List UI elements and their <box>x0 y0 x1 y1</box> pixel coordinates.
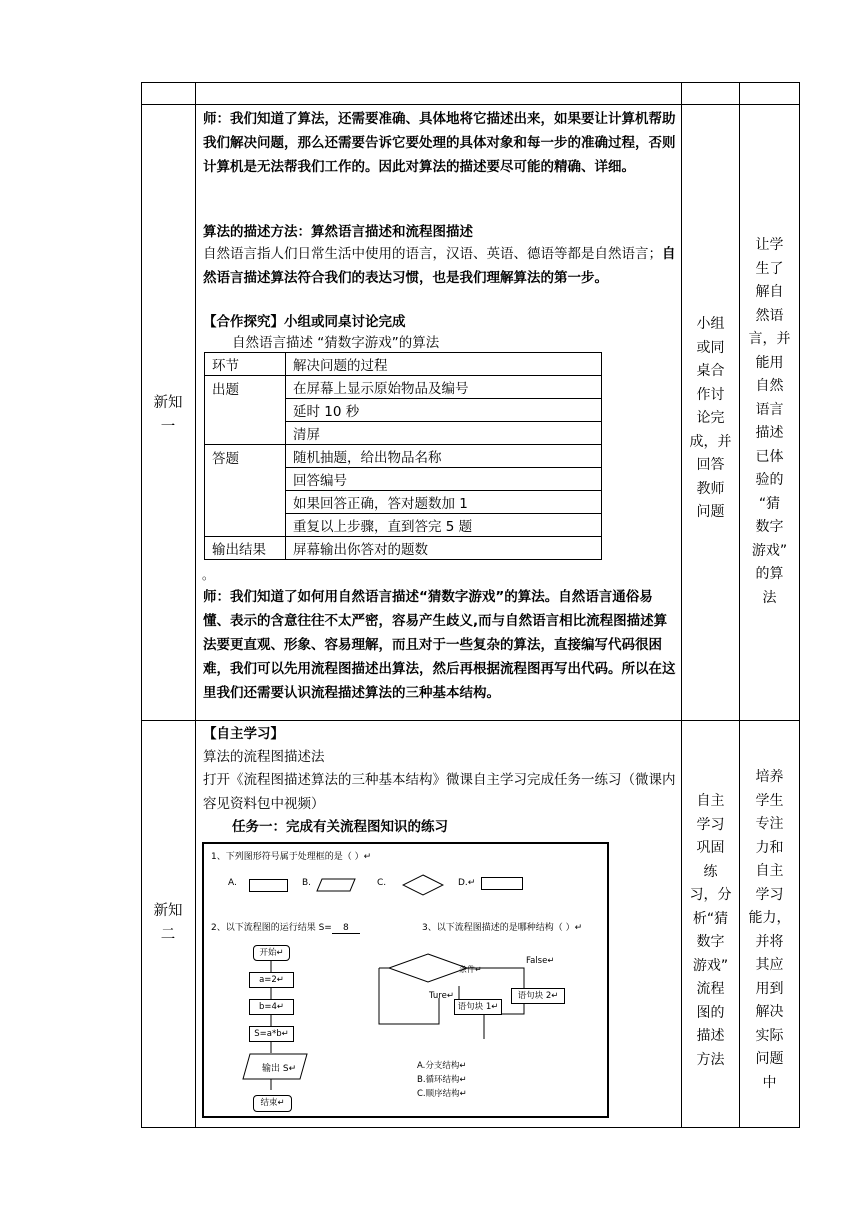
stray-mark: 。 <box>202 568 215 582</box>
option-d-label: D.↵ <box>458 878 476 888</box>
answer-a: A.分支结构↵ <box>417 1061 467 1071</box>
stage-cell: 答题 <box>205 445 286 537</box>
step-cell: 重复以上步骤，直到答完 5 题 <box>286 514 602 537</box>
section1-design-intent: 让学 生了 解自 然语 言，并 能用 自然 语言 描述 已体 验的 “猜 数字 游戏” 的算 法 <box>748 237 791 606</box>
table-header-row <box>205 353 602 376</box>
step-cell: 回答编号 <box>286 468 602 491</box>
step-cell: 随机抽题，给出物品名称 <box>286 445 602 468</box>
flow-step: a=2↵ <box>249 972 294 988</box>
question-1: 1、下列图形符号属于处理框的是（ ）↵ <box>211 852 372 862</box>
answer-c: C.顺序结构↵ <box>417 1089 467 1099</box>
natural-language-paragraph <box>203 242 678 290</box>
section2-design-intent: 培养 学生 专注 力和 自主 学习 能力， 并将 其应 用到 解决 实际 问题 中 <box>748 769 791 1091</box>
algorithm-table <box>204 352 602 560</box>
block-2: 语句块 2↵ <box>511 988 565 1004</box>
step-cell: 屏幕输出你答对的题数 <box>286 537 602 560</box>
table-row <box>205 376 602 399</box>
false-label: False↵ <box>526 956 555 966</box>
flow-step: b=4↵ <box>249 999 294 1015</box>
section1-student-activity: 小组 或同 桌合 作讨 论完 成，并 回答 教师 问题 <box>689 316 732 520</box>
task-title: 任务一：完成有关流程图知识的练习 <box>232 819 448 835</box>
col-line-2 <box>195 82 196 1128</box>
question-2: 2、以下流程图的运行结果 S= 8 <box>211 920 360 934</box>
coop-heading: 【合作探究】小组或同桌讨论完成 <box>203 314 406 330</box>
teacher-summary: 师：我们知道了如何用自然语言描述“猜数字游戏”的算法。自然语言通俗易懂、表示的含意往往不太严密，容易产生歧义,而与自然语言相比流程图描述算法要更直观、形象、容易理解，而且对于一些复杂的算法，直接编写代码很困难，我们可以先用流程图描述出算法，然后再根据流程图再写出代码。所以在这里我们还需要认识流程描述算法的三种基本结构。 <box>203 589 676 701</box>
section2-line2: 打开《流程图描述算法的三种基本结构》微课自主学习完成任务一练习（微课内容见资料包中视频） <box>203 772 676 812</box>
option-b-label: B. <box>302 878 312 888</box>
section2-label: 新知 二 <box>153 903 183 943</box>
stage-cell: 出题 <box>205 376 286 445</box>
answer-b: B.循环结构↵ <box>417 1075 467 1085</box>
step-cell: 延时 10 秒 <box>286 399 602 422</box>
col-line-5 <box>799 82 800 1128</box>
block-1: 语句块 1↵ <box>454 999 502 1015</box>
section2-line1: 算法的流程图描述法 <box>203 749 325 765</box>
section2-heading: 【自主学习】 <box>203 726 284 742</box>
step-cell: 在屏幕上显示原始物品及编号 <box>286 376 602 399</box>
flow-step: S=a*b↵ <box>249 1026 294 1042</box>
step-cell: 如果回答正确，答对题数加 1 <box>286 491 602 514</box>
table-row <box>205 445 602 468</box>
table-header-process: 解决问题的过程 <box>286 353 602 376</box>
step-cell: 清屏 <box>286 422 602 445</box>
methods-title: 算法的描述方法：算然语言描述和流程图描述 <box>203 224 473 240</box>
exercise-image <box>202 842 609 1118</box>
option-a-label: A. <box>228 878 237 888</box>
section2-student-activity: 自主 学习 巩固 练 习，分 析“猜 数字 游戏” 流程 图的 描述 方法 <box>689 793 732 1068</box>
header-row-border <box>141 104 799 105</box>
flow-end: 结束↵ <box>253 1095 292 1112</box>
question-2-answer: 8 <box>332 923 360 934</box>
true-label: Ture↵ <box>429 991 454 1001</box>
section1-label: 新知 一 <box>153 395 183 435</box>
table-caption: 自然语言描述 “猜数字游戏”的算法 <box>232 335 440 351</box>
question-3: 3、以下流程图描述的是哪种结构（ ）↵ <box>422 923 583 933</box>
stage-cell: 输出结果 <box>205 537 286 560</box>
teacher-intro: 师：我们知道了算法，还需要准确、具体地将它描述出来，如果要让计算机帮助我们解决问题，那么还需要告诉它要处理的具体对象和每一步的准确过程，否则计算机是无法帮我们工作的。因此对算法的描述要尽可能的精确、详细。 <box>203 111 676 175</box>
table-row <box>205 537 602 560</box>
natural-language-def: 自然语言指人们日常生活中使用的语言，汉语、英语、德语等都是自然语言； <box>203 246 662 262</box>
table-bottom-border <box>141 1127 799 1128</box>
option-c-label: C. <box>377 878 387 888</box>
natural-language-bold: 自然语言描述算法符合我们的表达习惯，也是我们理解算法的第一步。 <box>203 246 676 286</box>
col-line-1 <box>141 82 142 1128</box>
table-top-border <box>141 82 799 83</box>
flow-output-label: 输出 S↵ <box>262 1064 297 1074</box>
flow-start: 开始↵ <box>253 945 290 961</box>
condition-label: 条件↵ <box>459 965 482 974</box>
table-header-stage: 环节 <box>205 353 286 376</box>
row-divider <box>141 720 799 721</box>
